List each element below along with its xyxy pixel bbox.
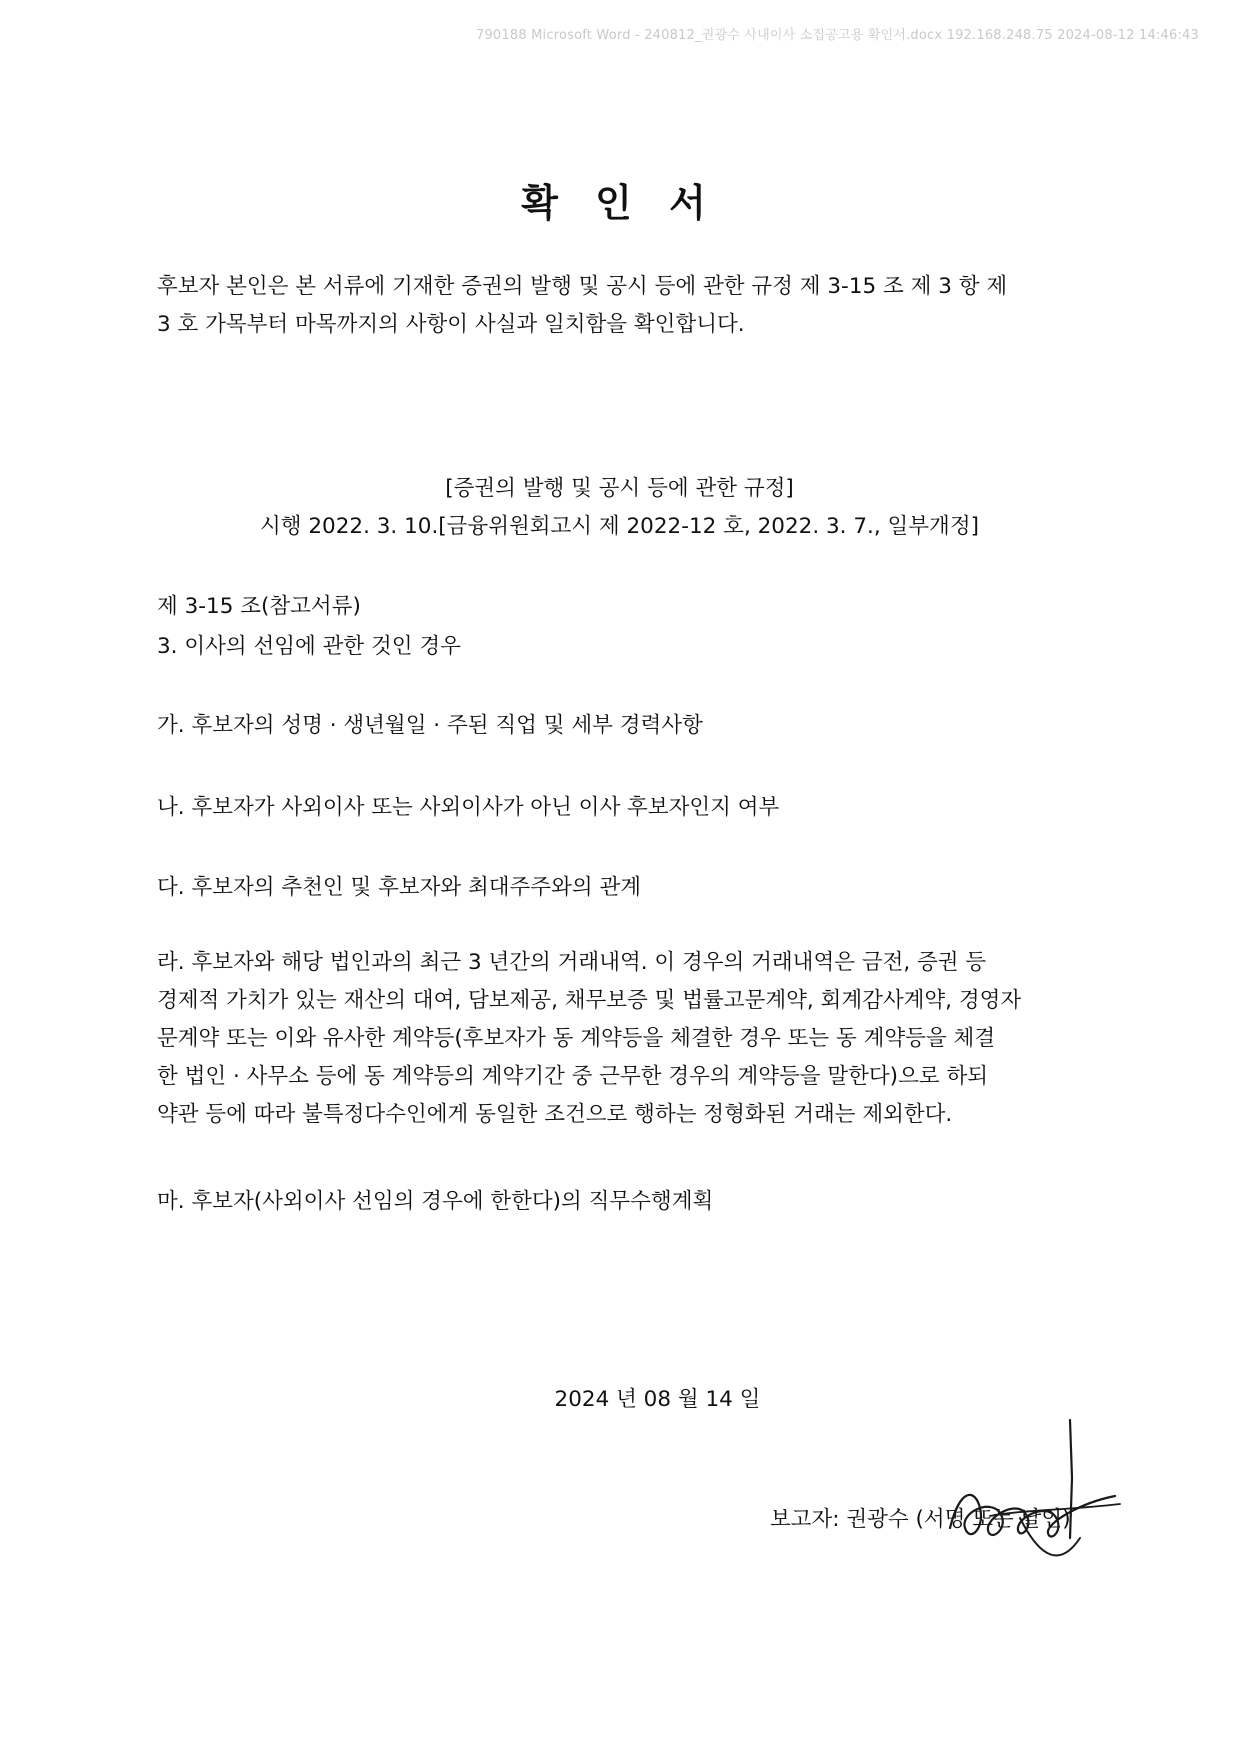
signature-mark bbox=[930, 1418, 1130, 1568]
item-ma: 마. 후보자(사외이사 선임의 경우에 한한다)의 직무수행계획 bbox=[157, 1189, 714, 1214]
regulation-title: [증권의 발행 및 공시 등에 관한 규정] bbox=[445, 476, 794, 501]
item-ra-line: 문계약 또는 이와 유사한 계약등(후보자가 동 계약등을 체결한 경우 또는 동 계약등을 체결 bbox=[157, 1026, 996, 1051]
document-watermark: 790188 Microsoft Word - 240812_권광수 사내이사 소집공고용 확인서.docx 192.168.248.75 2024-08-12 14:46:43 bbox=[475, 28, 1199, 43]
article-subtitle: 3. 이사의 선임에 관한 것인 경우 bbox=[157, 634, 461, 659]
item-ga: 가. 후보자의 성명 · 생년월일 · 주된 직업 및 세부 경력사항 bbox=[157, 713, 703, 738]
item-ra-line: 한 법인 · 사무소 등에 동 계약등의 계약기간 중 근무한 경우의 계약등을 말한다)으로 하되 bbox=[157, 1064, 988, 1089]
document-date bbox=[0, 1382, 1239, 1413]
intro-paragraph bbox=[157, 268, 1007, 344]
date-text: 2024 년 08 월 14 일 bbox=[554, 1387, 761, 1412]
intro-line: 3 호 가목부터 마목까지의 사항이 사실과 일치함을 확인합니다. bbox=[157, 312, 745, 337]
item-da: 다. 후보자의 추천인 및 후보자와 최대주주와의 관계 bbox=[157, 875, 641, 900]
item-ra-line: 약관 등에 따라 불특정다수인에게 동일한 조건으로 행하는 정형화된 거래는 제외한다. bbox=[157, 1102, 953, 1127]
intro-line: 후보자 본인은 본 서류에 기재한 증권의 발행 및 공시 등에 관한 규정 제 3-15 조 제 3 항 제 bbox=[157, 274, 1008, 299]
reporter-line: 보고자: 권광수 (서명 또는 날인) bbox=[770, 1507, 1071, 1532]
item-ra bbox=[157, 944, 1021, 1134]
item-na: 나. 후보자가 사외이사 또는 사외이사가 아닌 이사 후보자인지 여부 bbox=[157, 795, 780, 820]
item-ra-line: 라. 후보자와 해당 법인과의 최근 3 년간의 거래내역. 이 경우의 거래내역은 금전, 증권 등 bbox=[157, 950, 987, 975]
article-title: 제 3-15 조(참고서류) bbox=[157, 594, 361, 619]
regulation-subtitle: 시행 2022. 3. 10.[금융위원회고시 제 2022-12 호, 2022. 3. 7., 일부개정] bbox=[260, 514, 979, 539]
item-ra-line: 경제적 가치가 있는 재산의 대여, 담보제공, 채무보증 및 법률고문계약, 회계감사계약, 경영자 bbox=[157, 988, 1022, 1013]
document-title: 확 인 서 bbox=[521, 181, 718, 225]
